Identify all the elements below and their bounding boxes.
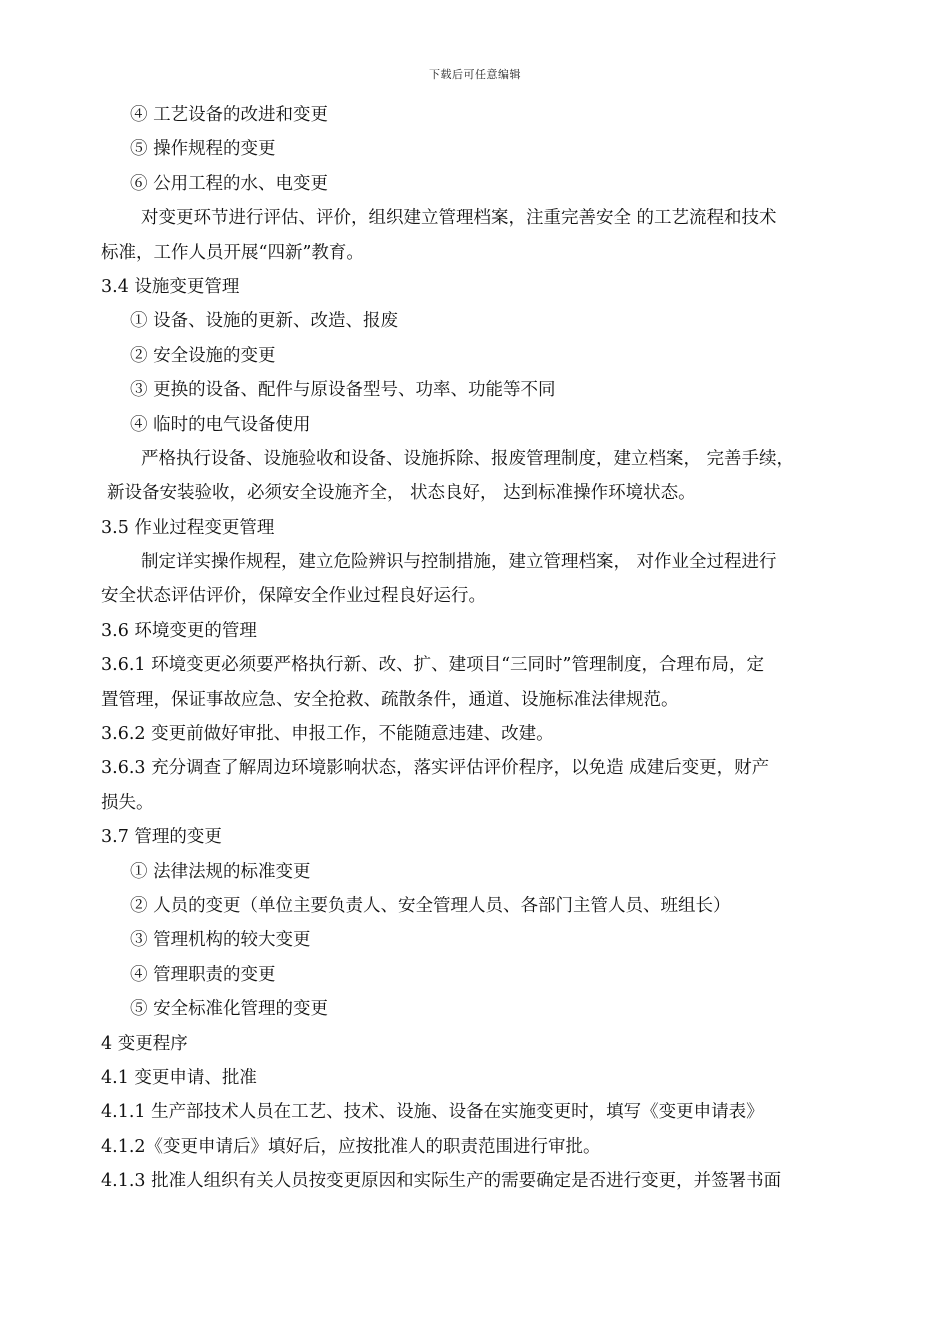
list-item: ③ 管理机构的较大变更 [130,930,311,951]
list-item: ⑤ 操作规程的变更 [130,139,276,160]
paragraph-line: 安全状态评估评价，保障安全作业过程良好运行。 [101,586,486,607]
list-item: ③ 更换的设备、配件与原设备型号、功率、功能等不同 [130,380,556,401]
list-item: ② 人员的变更（单位主要负责人、安全管理人员、各部门主管人员、班组长） [130,895,731,916]
page-header: 下载后可任意编辑 [429,68,521,81]
section-heading: 4.1 变更申请、批准 [101,1067,257,1088]
paragraph-line: 严格执行设备、设施验收和设备、设施拆除、报废管理制度，建立档案， 完善手续， [141,448,795,469]
list-item: ② 安全设施的变更 [130,345,276,366]
section-heading: 4 变更程序 [101,1033,188,1054]
list-item: ④ 工艺设备的改进和变更 [130,105,329,125]
list-item: ④ 管理职责的变更 [130,964,276,985]
list-item: ① 设备、设施的更新、改造、报废 [130,311,399,332]
clause-line: 4.1.3 批准人组织有关人员按变更原因和实际生产的需要确定是否进行变更，并签署书面 [101,1171,782,1192]
paragraph-line: 新设备安装验收，必须安全设施齐全， 状态良好， 达到标准操作环境状态。 [107,483,696,504]
list-item: ④ 临时的电气设备使用 [130,414,311,435]
section-heading: 3.6 环境变更的管理 [101,620,257,641]
paragraph-line: 制定详实操作规程，建立危险辨识与控制措施，建立管理档案， 对作业全过程进行 [141,552,777,573]
clause-line: 3.6.2 变更前做好审批、申报工作，不能随意违建、改建。 [101,724,554,745]
clause-line: 3.6.3 充分调查了解周边环境影响状态，落实评估评价程序，以免造 成建后变更，财产 [101,758,770,779]
section-heading: 3.5 作业过程变更管理 [101,517,275,538]
section-heading: 3.4 设施变更管理 [101,276,240,297]
clause-line: 3.6.1 环境变更必须要严格执行新、改、扩、建项目“三同时”管理制度，合理布局，定 [101,655,764,676]
clause-line: 4.1.2《变更申请后》填好后，应按批准人的职责范围进行审批。 [101,1136,601,1157]
list-item: ① 法律法规的标准变更 [130,861,311,882]
section-heading: 3.7 管理的变更 [101,827,222,848]
paragraph-line: 置管理，保证事故应急、安全抢救、疏散条件，通道、设施标准法律规范。 [101,689,679,710]
paragraph-line: 标准，工作人员开展“四新”教育。 [101,242,364,263]
paragraph-line: 对变更环节进行评估、评价，组织建立管理档案，注重完善安全 的工艺流程和技术 [141,208,777,229]
list-item: ⑥ 公用工程的水、电变更 [130,173,329,194]
list-item: ⑤ 安全标准化管理的变更 [130,999,329,1020]
document-body [101,98,851,1199]
paragraph-line: 损失。 [101,792,154,813]
clause-line: 4.1.1 生产部技术人员在工艺、技术、设施、设备在实施变更时，填写《变更申请表》 [101,1102,764,1123]
